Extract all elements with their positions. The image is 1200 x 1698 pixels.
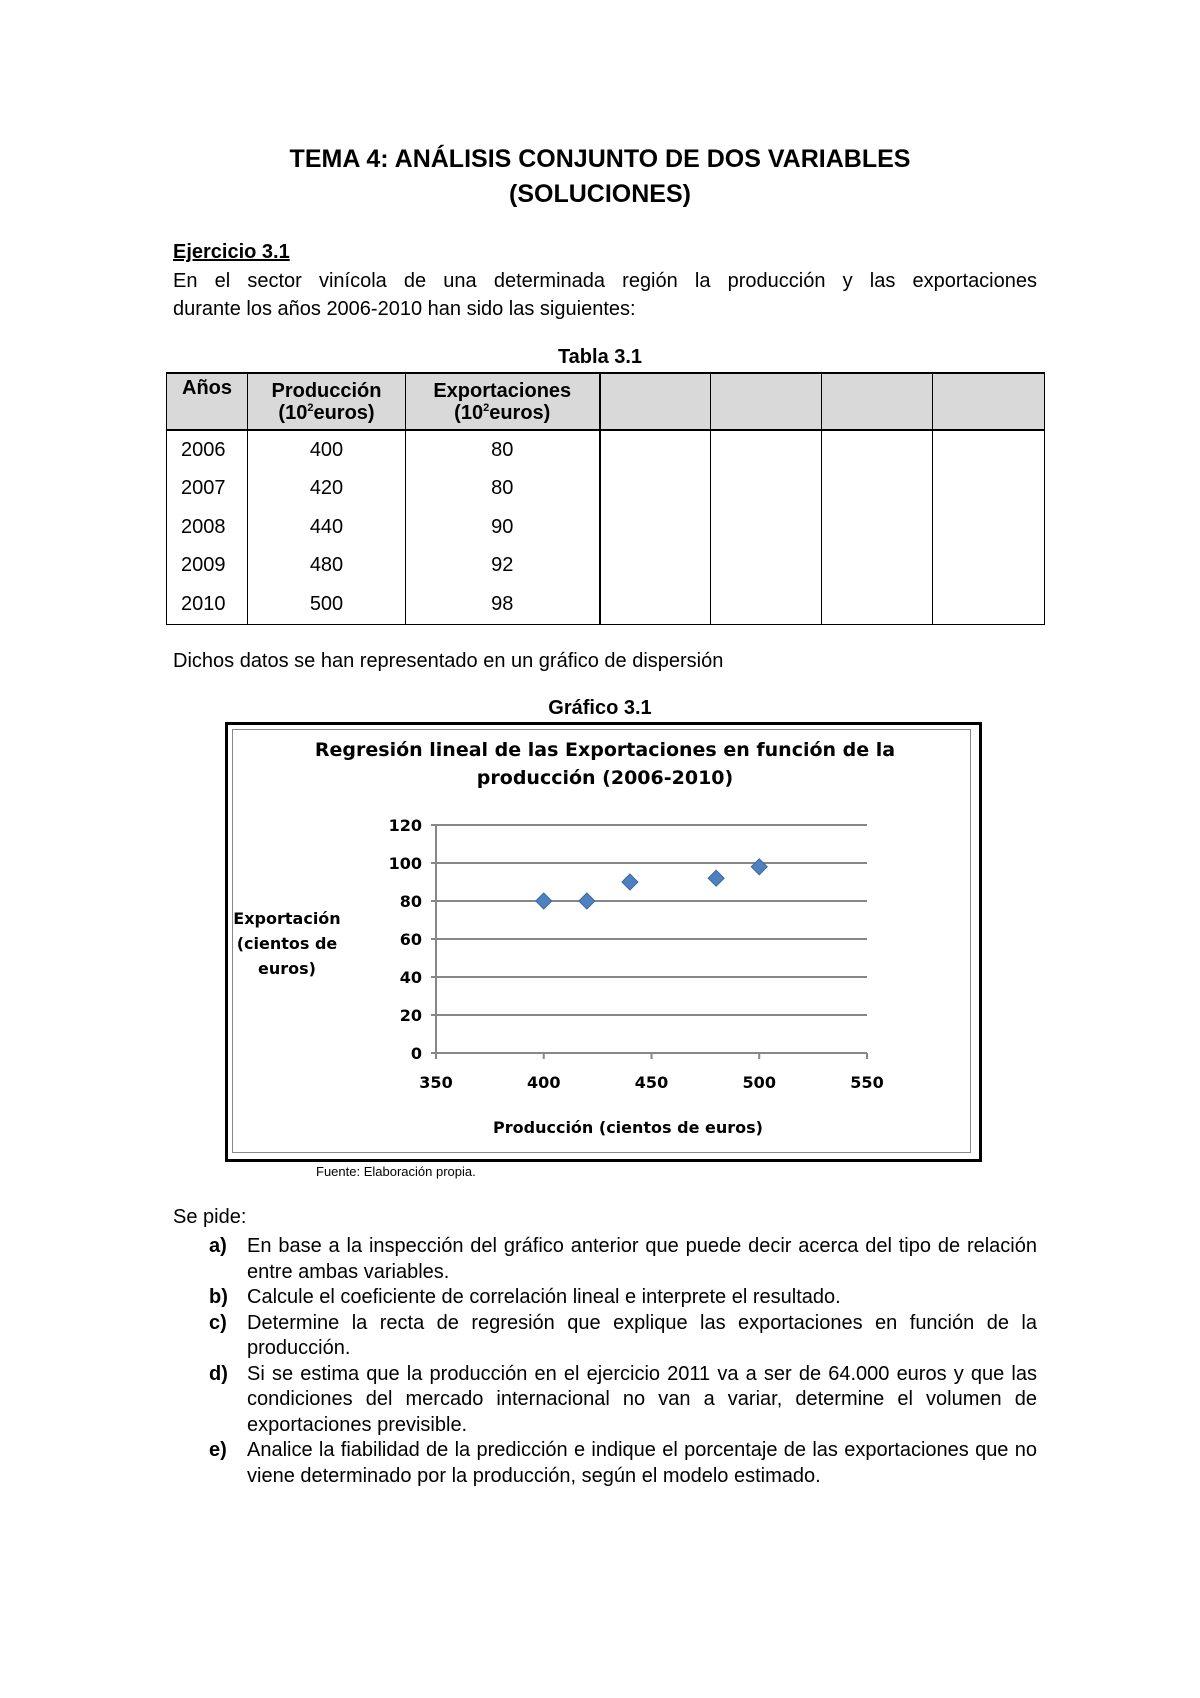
- cell-empty: [711, 508, 822, 547]
- y-tick-label: 100: [388, 854, 422, 873]
- cell-empty: [933, 585, 1045, 624]
- header-exports-label: Exportaciones: [433, 379, 572, 402]
- cell-year: 2010: [167, 585, 248, 624]
- y-axis-label-line-1: Exportación: [233, 909, 341, 928]
- question-text: Calcule el coeficiente de correlación lineal e interprete el resultado.: [247, 1286, 841, 1308]
- chart-caption: Gráfico 3.1: [548, 697, 652, 719]
- y-tick-label: 120: [388, 816, 422, 835]
- cell-empty: [822, 508, 933, 547]
- chart-source: Fuente: Elaboración propia.: [316, 1164, 476, 1179]
- x-axis-label: Producción (cientos de euros): [493, 1118, 763, 1137]
- cell-empty: [822, 547, 933, 586]
- page-subtitle: (SOLUCIONES): [509, 180, 691, 208]
- cell-production: 500: [248, 585, 406, 624]
- header-empty-2: [711, 373, 822, 430]
- cell-year: 2007: [167, 470, 248, 509]
- chart-title-line-1: Regresión lineal de las Exportaciones en función de la: [314, 739, 896, 761]
- header-production-unit: $(10^2euros)$: [278, 401, 375, 424]
- cell-empty: [933, 508, 1045, 547]
- question-label: e): [209, 1439, 227, 1461]
- question-item: [173, 1285, 1037, 1311]
- y-tick-label: 20: [399, 1006, 422, 1025]
- question-text: Analice la fiabilidad de la predicción e indique el porcentaje de las exportaciones que no viene determinado por la producción, según el modelo estimado.: [247, 1439, 1037, 1487]
- y-tick-label: 0: [410, 1044, 422, 1063]
- y-axis-label-line-3: euros): [258, 959, 316, 978]
- data-point: [622, 874, 638, 890]
- header-empty-3: [822, 373, 933, 430]
- cell-exports: 90: [406, 508, 600, 547]
- cell-exports: 80: [406, 470, 600, 509]
- header-empty-1: [600, 373, 711, 430]
- data-point: [708, 870, 724, 886]
- cell-empty: [600, 430, 711, 470]
- question-label: b): [209, 1286, 228, 1308]
- cell-empty: [933, 430, 1045, 470]
- question-text: Si se estima que la producción en el ejercicio 2011 va a ser de 64.000 euros y que las condiciones del mercado internacional no van a variar, determine el volumen de exportaciones previsible.: [247, 1362, 1037, 1436]
- scatter-chart: [225, 722, 982, 1162]
- question-item: [173, 1311, 1037, 1362]
- y-axis-label-line-2: (cientos de: [236, 934, 338, 953]
- table-row: [167, 430, 1045, 470]
- cell-production: 440: [248, 508, 406, 547]
- cell-empty: [822, 430, 933, 470]
- table-row: [167, 470, 1045, 509]
- questions-list: [173, 1234, 1037, 1489]
- grid-lines: [431, 825, 867, 1059]
- cell-year: 2008: [167, 508, 248, 547]
- question-text: En base a la inspección del gráfico anterior que puede decir acerca del tipo de relación entre ambas variables.: [247, 1235, 1037, 1283]
- cell-year: 2009: [167, 547, 248, 586]
- question-item: [173, 1438, 1037, 1489]
- table-header-row: [167, 373, 1045, 430]
- data-point: [751, 859, 767, 875]
- page-title: TEMA 4: ANÁLISIS CONJUNTO DE DOS VARIABLES: [289, 145, 911, 173]
- cell-exports: 92: [406, 547, 600, 586]
- cell-production: 400: [248, 430, 406, 470]
- cell-empty: [600, 547, 711, 586]
- cell-year: 2006: [167, 430, 248, 470]
- cell-empty: [711, 585, 822, 624]
- table-caption: Tabla 3.1: [557, 346, 643, 368]
- question-label: a): [209, 1235, 227, 1257]
- chart-intro: Dichos datos se han representado en un gráfico de dispersión: [173, 650, 724, 672]
- question-label: c): [209, 1311, 227, 1334]
- table-row: [167, 547, 1045, 586]
- header-exports-unit: $(10^2euros)$: [454, 401, 551, 424]
- exercise-heading: Ejercicio 3.1: [173, 241, 290, 263]
- cell-empty: [711, 470, 822, 509]
- y-tick-label: 40: [399, 968, 422, 987]
- cell-empty: [600, 585, 711, 624]
- question-item: [173, 1234, 1037, 1285]
- header-production: [248, 373, 406, 430]
- header-years: Años: [167, 373, 248, 430]
- cell-empty: [822, 585, 933, 624]
- question-label: d): [209, 1362, 228, 1385]
- cell-exports: 80: [406, 430, 600, 470]
- x-tick-label: 350: [419, 1073, 453, 1092]
- cell-empty: [711, 430, 822, 470]
- cell-empty: [822, 470, 933, 509]
- chart-title-line-2: producción (2006-2010): [476, 767, 734, 789]
- cell-empty: [933, 547, 1045, 586]
- questions-intro: Se pide:: [173, 1206, 247, 1228]
- question-text: Determine la recta de regresión que explique las exportaciones en función de la producción.: [247, 1311, 1037, 1359]
- data-table: [166, 372, 1045, 625]
- table-row: [167, 585, 1045, 624]
- x-tick-label: 450: [634, 1073, 669, 1092]
- data-point: [536, 893, 552, 909]
- header-exports: [406, 373, 600, 430]
- cell-empty: [600, 470, 711, 509]
- cell-exports: 98: [406, 585, 600, 624]
- cell-production: 420: [248, 470, 406, 509]
- header-empty-4: [933, 373, 1045, 430]
- intro-line-2: durante los años 2006-2010 han sido las siguientes:: [173, 298, 636, 320]
- cell-empty: [933, 470, 1045, 509]
- table-row: [167, 508, 1045, 547]
- y-tick-label: 80: [399, 892, 422, 911]
- cell-empty: [600, 508, 711, 547]
- cell-production: 480: [248, 547, 406, 586]
- x-tick-label: 400: [527, 1073, 561, 1092]
- cell-empty: [711, 547, 822, 586]
- x-tick-label: 550: [850, 1073, 884, 1092]
- x-tick-label: 500: [742, 1073, 776, 1092]
- question-item: [173, 1362, 1037, 1439]
- y-tick-label: 60: [399, 930, 422, 949]
- x-tick-labels: [419, 1073, 883, 1092]
- data-point: [579, 893, 595, 909]
- y-tick-labels: [389, 816, 422, 1063]
- header-production-label: Producción: [271, 379, 382, 402]
- intro-line-1: En el sector vinícola de una determinada región la producción y las exportaciones: [173, 270, 1037, 292]
